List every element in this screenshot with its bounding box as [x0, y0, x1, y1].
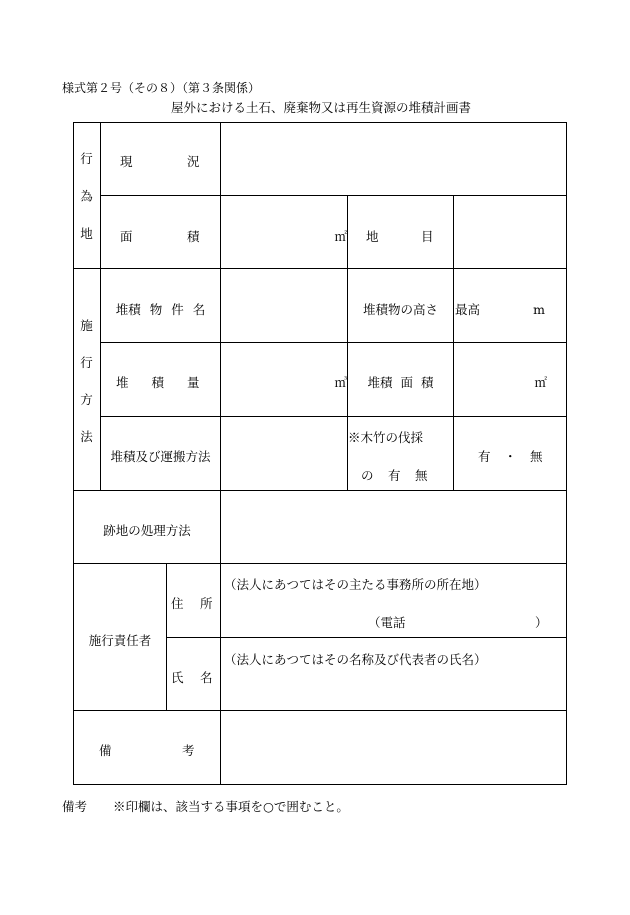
- height-label: 堆積物の高さ: [362, 301, 438, 317]
- method-section-cell: [73, 268, 101, 491]
- height-max-label: 最高: [455, 301, 481, 317]
- transport-value-cell: [220, 416, 348, 491]
- area-label: 面積: [120, 228, 255, 244]
- land-category-label-cell: [347, 195, 477, 269]
- pile-area-label: 堆積 面 積: [367, 374, 434, 390]
- pile-area-value-cell: [453, 342, 567, 417]
- height-value-cell: [453, 268, 567, 343]
- transport-label-cell: [100, 416, 221, 491]
- volume-value-cell: [220, 342, 348, 417]
- current-state-value-cell: [220, 122, 567, 196]
- felling-value-cell: [453, 416, 567, 491]
- address-label: 住所: [171, 595, 230, 611]
- footer-label: 備考: [62, 798, 88, 814]
- volume-label: 堆積量: [116, 374, 223, 390]
- phone-open-label: （電話: [368, 614, 406, 630]
- address-value-cell: [220, 563, 567, 638]
- land-category-label: 地目: [366, 228, 477, 244]
- form-number: 様式第２号（その８）（第３条関係）: [62, 81, 261, 95]
- restoration-label-cell: [73, 490, 221, 564]
- site-section-label: 行為地: [78, 151, 94, 265]
- height-label-cell: [347, 268, 454, 343]
- footer-note: ※印欄は、該当する事項を○で囲むこと。: [113, 798, 349, 814]
- item-name-label: 堆積 物 件 名: [115, 301, 206, 317]
- responsible-section-cell: [73, 563, 167, 711]
- current-state-label-cell: [100, 122, 255, 196]
- document-title: 屋外における土石、廃棄物又は再生資源の堆積計画書: [171, 99, 472, 115]
- plan-form-table: [73, 122, 567, 785]
- site-section-cell: [73, 122, 101, 269]
- remarks-label-cell: [73, 710, 266, 785]
- method-section-label: 施行方法: [78, 318, 94, 467]
- address-label-cell: [166, 563, 230, 638]
- land-category-value-cell: [453, 195, 567, 269]
- remarks-label: 備考: [99, 742, 266, 758]
- restoration-value-cell: [220, 490, 567, 564]
- felling-options: 有・無: [478, 448, 557, 464]
- item-name-label-cell: [100, 268, 221, 343]
- name-value-cell: [220, 637, 567, 711]
- address-note: （法人にあつてはその主たる事務所の所在地）: [224, 576, 487, 592]
- area-unit: ㎡: [334, 228, 347, 244]
- name-label-cell: [166, 637, 230, 711]
- volume-unit: ㎥: [334, 374, 347, 390]
- pile-area-unit: ㎡: [534, 374, 547, 390]
- height-unit: m: [533, 301, 545, 317]
- transport-label: 堆積及び運搬方法: [110, 448, 211, 464]
- pile-area-label-cell: [347, 342, 454, 417]
- phone-close-paren: ）: [535, 614, 548, 630]
- area-value-cell: [220, 195, 348, 269]
- felling-label-cell: [347, 416, 454, 491]
- name-note: （法人にあつてはその名称及び代表者の氏名）: [224, 651, 487, 667]
- restoration-label: 跡地の処理方法: [103, 522, 191, 538]
- felling-label-line1: ※木竹の伐採: [348, 429, 424, 445]
- current-state-label: 現況: [120, 153, 255, 169]
- name-label: 氏名: [171, 669, 230, 685]
- remarks-value-cell: [220, 710, 567, 785]
- responsible-section-label: 施行責任者: [88, 632, 152, 648]
- area-label-cell: [100, 195, 255, 269]
- volume-label-cell: [100, 342, 221, 417]
- felling-label-line2: の有無: [361, 467, 443, 483]
- item-name-value-cell: [220, 268, 348, 343]
